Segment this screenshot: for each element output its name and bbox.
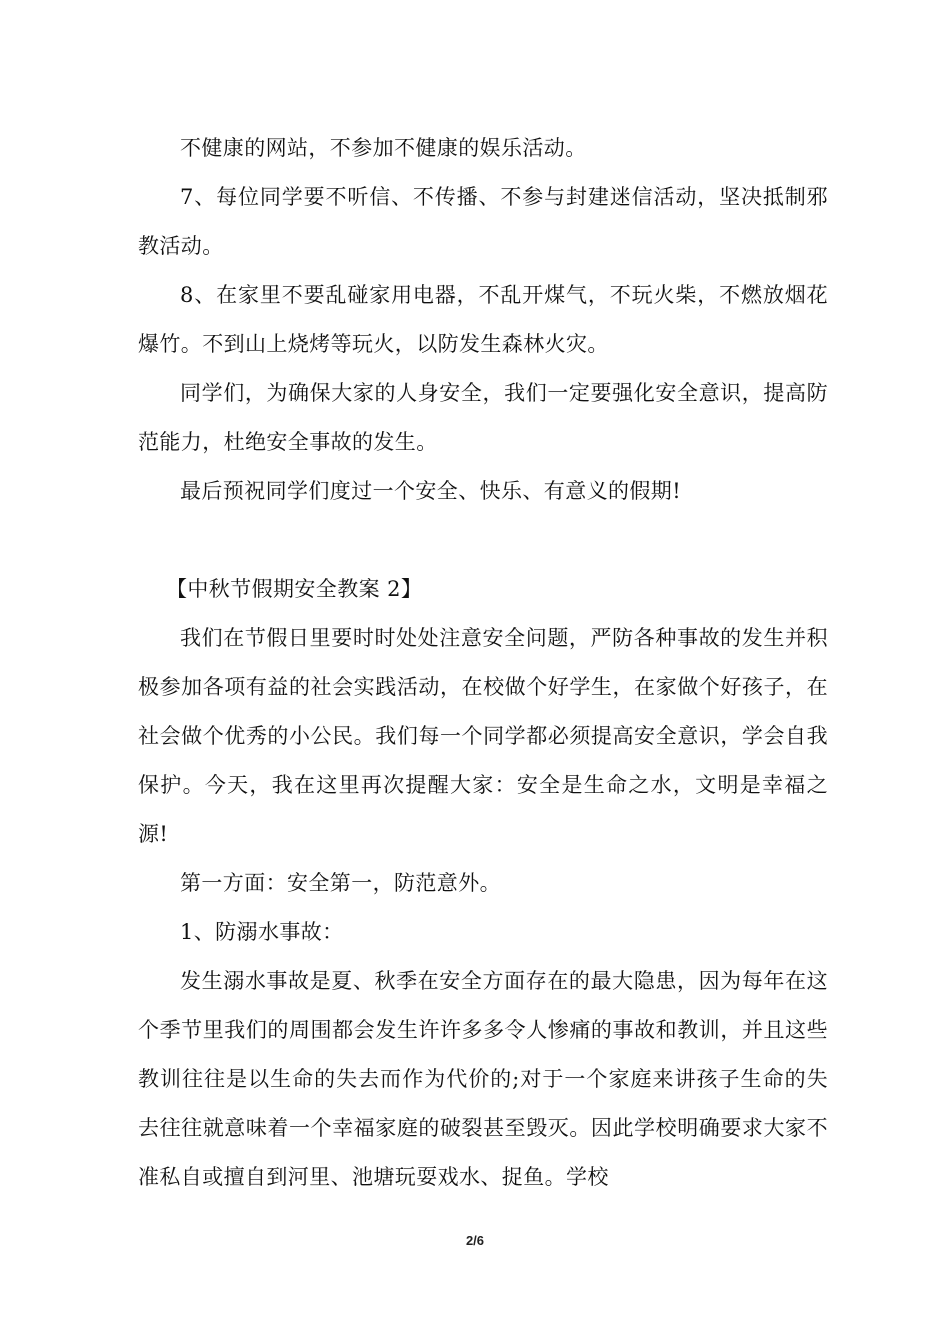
document-body <box>138 124 828 1202</box>
section-gap <box>138 516 828 565</box>
paragraph-item-8: 8、在家里不要乱碰家用电器，不乱开煤气，不玩火柴，不燃放烟花爆竹。不到山上烧烤等玩火，以防发生森林火灾。 <box>138 283 828 356</box>
paragraph-wishes: 最后预祝同学们度过一个安全、快乐、有意义的假期! <box>180 479 682 503</box>
section-heading: 【中秋节假期安全教案 2】 <box>166 577 423 601</box>
page-number: 2/6 <box>465 1233 485 1248</box>
paragraph-continued: 不健康的网站，不参加不健康的娱乐活动。 <box>180 136 587 160</box>
paragraph-drowning-body: 发生溺水事故是夏、秋季在安全方面存在的最大隐患，因为每年在这个季节里我们的周围都会发生许许多多令人惨痛的事故和教训，并且这些教训往往是以生命的失去而作为代价的;对于一个家庭来讲孩子生命的失去往往就意味着一个幸福家庭的破裂甚至毁灭。因此学校明确要求大家不准私自或擅自到河里、池塘玩耍戏水、捉鱼。学校 <box>138 969 828 1189</box>
paragraph-item-7: 7、每位同学要不听信、不传播、不参与封建迷信活动，坚决抵制邪教活动。 <box>138 185 828 258</box>
paragraph-aspect-one: 第一方面：安全第一，防范意外。 <box>180 871 501 895</box>
paragraph-safety-awareness: 同学们，为确保大家的人身安全，我们一定要强化安全意识，提高防范能力，杜绝安全事故的发生。 <box>138 381 828 454</box>
paragraph-drowning-title: 1、防溺水事故： <box>180 920 344 944</box>
paragraph-intro: 我们在节假日里要时时处处注意安全问题，严防各种事故的发生并积极参加各项有益的社会实践活动，在校做个好学生，在家做个好孩子，在社会做个优秀的小公民。我们每一个同学都必须提高安全意识，学会自我保护。今天，我在这里再次提醒大家：安全是生命之水，文明是幸福之源! <box>138 626 828 846</box>
